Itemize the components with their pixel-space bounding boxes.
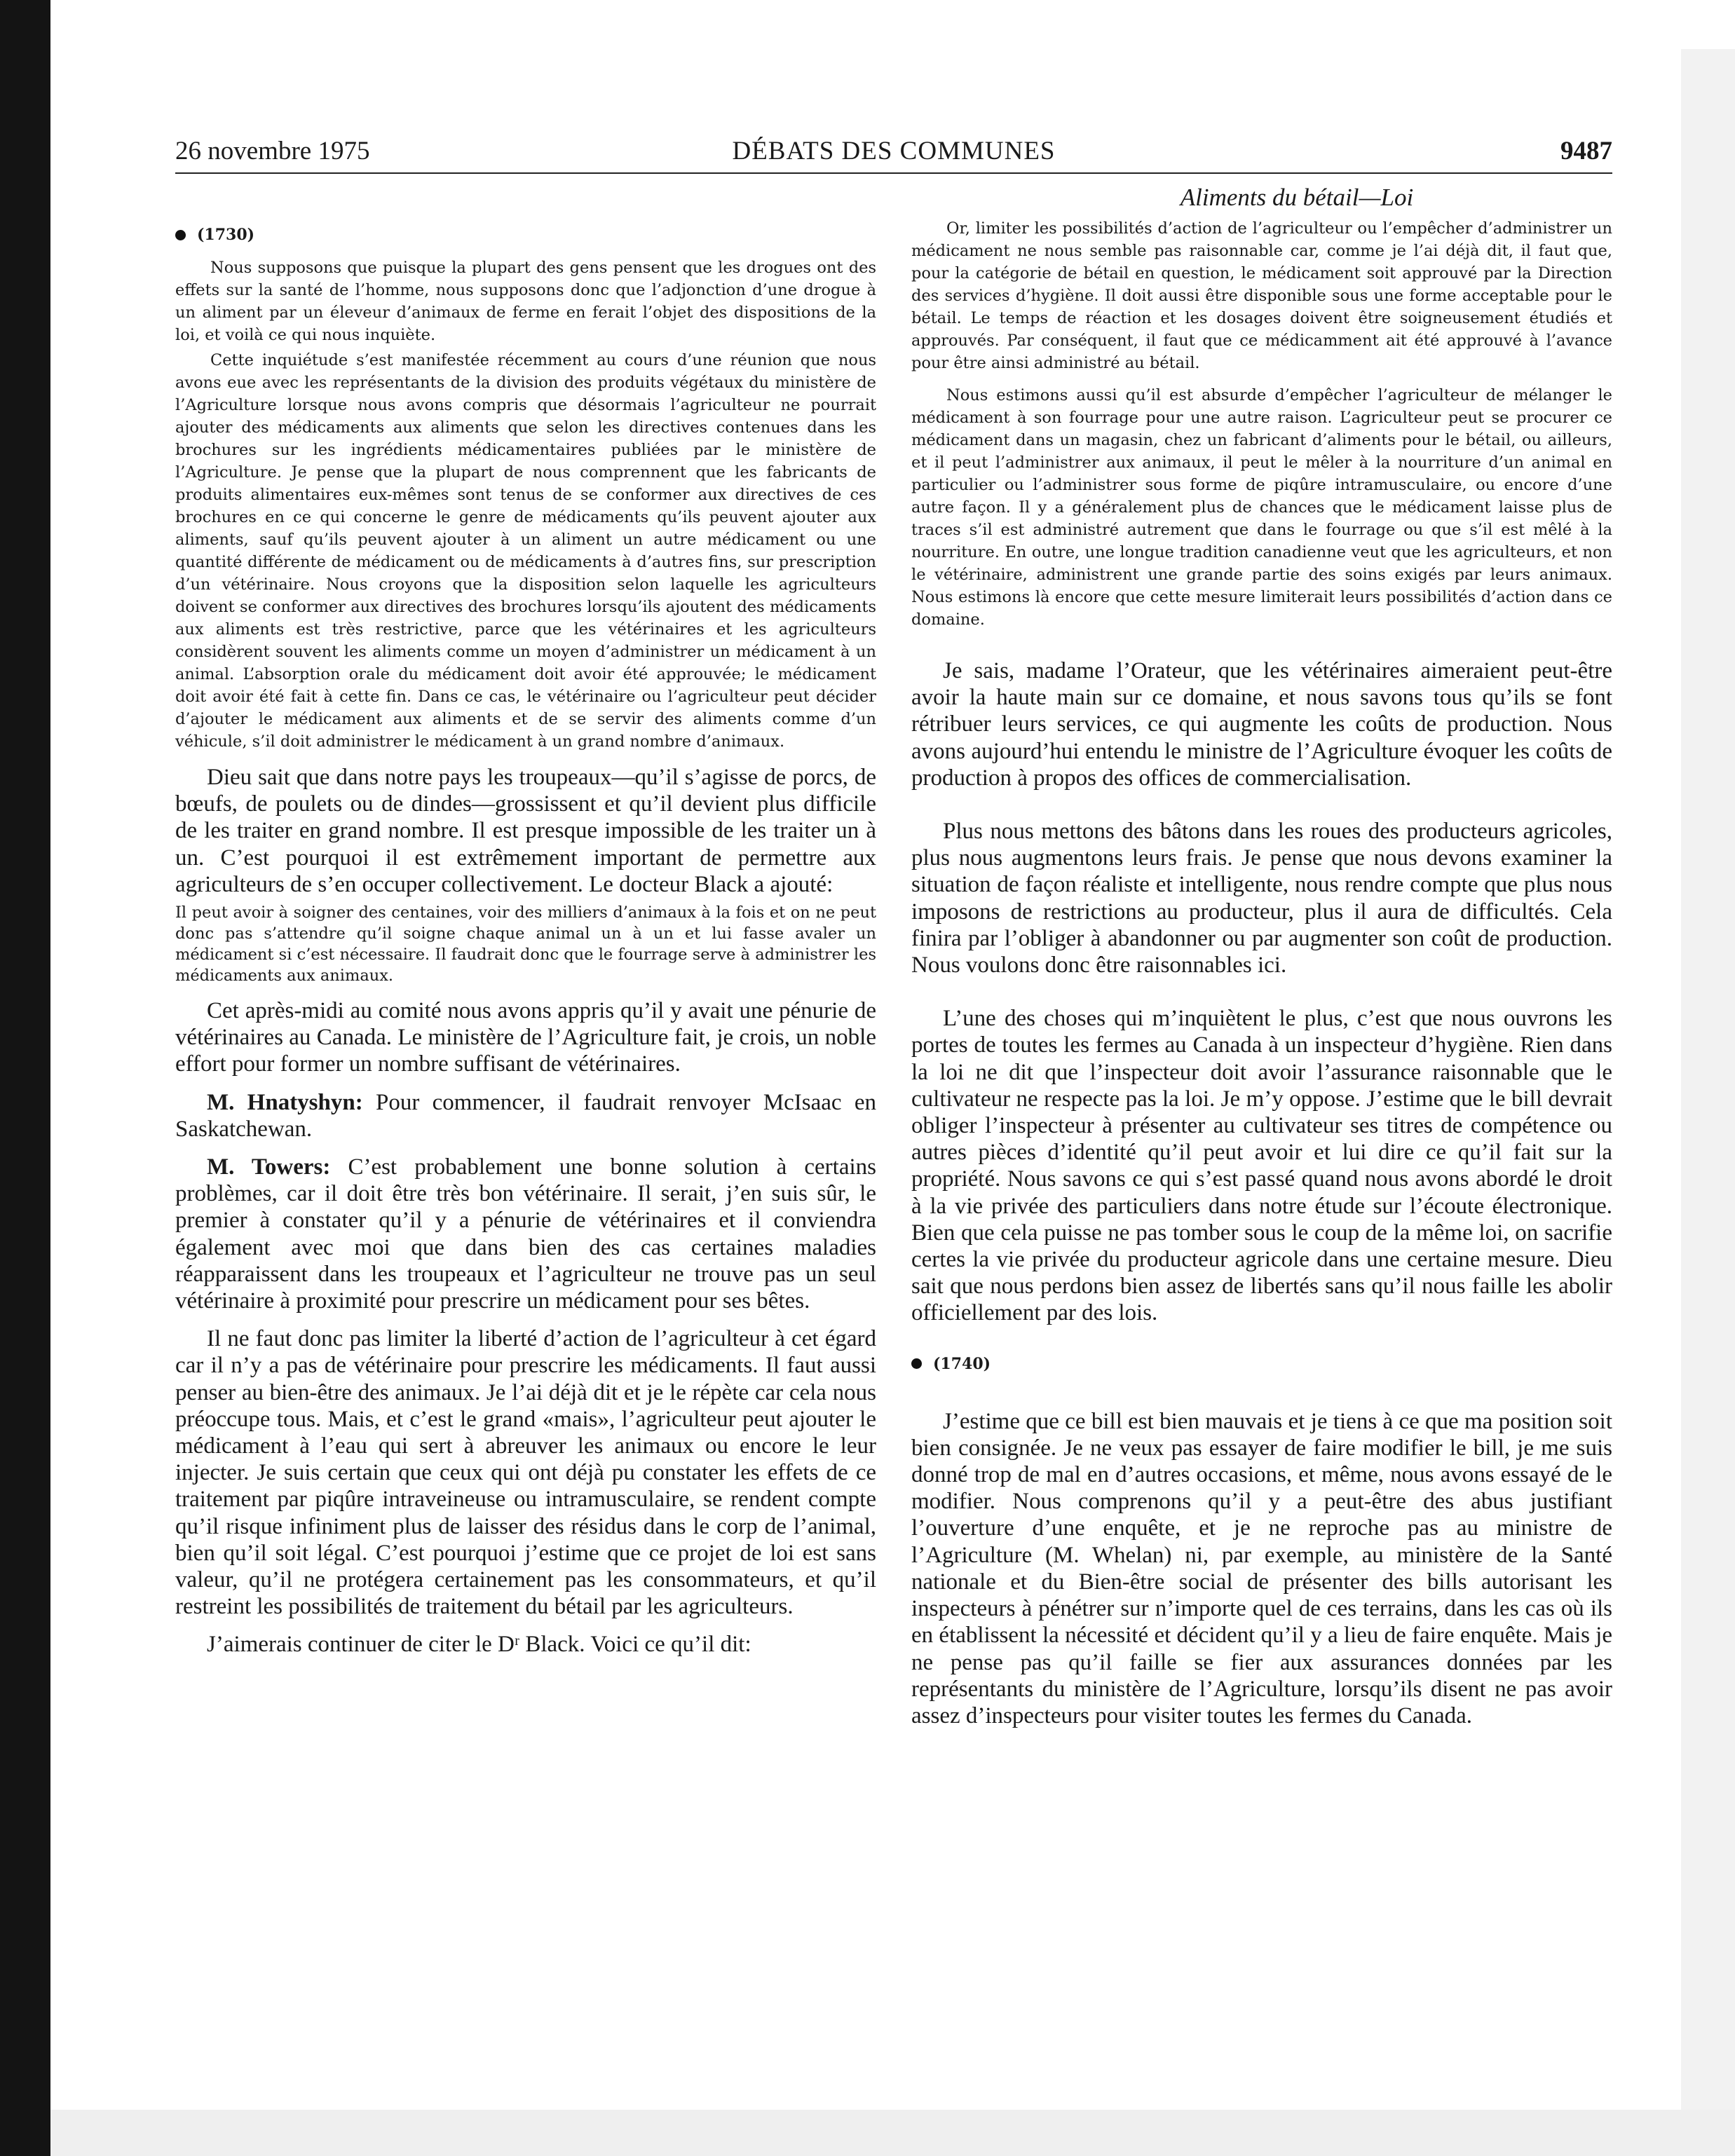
quoted-text: Il peut avoir à soigner des centaines, voir des milliers d’animaux à la fois et on ne peut donc pas s’attendre qu’il soigne chaque animal un à un et lui fasse avaler un médicament si c’est nécessaire. Il faudrait donc que le fourrage serve à administrer les médicaments aux animaux. [175,903,876,985]
header-page-number: 9487 [1560,137,1612,165]
scan-margin-right [1681,49,1735,2110]
small-paragraph: Nous estimons aussi qu’il est absurde d’empêcher l’agriculteur de mélanger le médicament à son fourrage pour une autre raison. L’agriculteur peut se procurer ce médicament dans un magasin, chez un fabricant d’aliments pour le bétail, ou ailleurs, et il peut l’administrer aux animaux, il peut le mêler à la nourriture d’un animal en particulier ou l’administrer sous forme de piqûre intramusculaire, ou encore d’une autre façon. Il y a généralement plus de chances que le médicament laisse plus de traces s’il est administré autrement que dans le fourrage ou que s’il est mêlé à la nourriture. En outre, une longue tradition canadienne veut que les agriculteurs, et non le vétérinaire, administrent une grande partie des soins exigés par leurs animaux. Nous estimons là encore que cette mesure limiterait leurs possibilités d’action dans ce domaine. [911,386,1612,629]
scan-margin-top [0,0,1735,49]
hnatyshyn-intervention [175,1089,876,1142]
hansard-page [175,133,1612,2103]
right-column [911,184,1612,1729]
bullet-dot-icon [175,230,186,240]
left-column [175,184,876,1658]
small-paragraph: Nous supposons que puisque la plupart des gens pensent que les drogues ont des effets sur la santé de l’homme, nous supposons donc que l’adjonction d’une drogue à un aliment par un éleveur d’animaux de ferme en ferait l’objet des dispositions de la loi, et voilà ce qui nous inquiète. [175,259,876,344]
small-paragraph: Or, limiter les possibilités d’action de l’agriculteur ou l’empêcher d’administrer un médicament ne nous semble pas raisonnable car, comme je l’ai déjà dit, il faut que, pour la catégorie de bétail en question, le médicament soit approuvé par la Direction des services d’hygiène. Il doit aussi être disponible sous une forme acceptable pour le bétail. Le temps de réaction et les dosages doivent être soigneusement étudiés et approuvés. Par conséquent, il faut que ce médicamment ait été approuvé à l’avance pour être ainsi administré au bétail. [911,219,1612,372]
timestamp-label: (1730) [197,226,255,244]
paragraph-orateur: Je sais, madame l’Orateur, que les vétérinaires aimeraient peut-être avoir la haute main sur ce domaine, et nous savons tous qu’ils se font rétribuer leurs services, ce qui augmente les coûts de production. Nous avons aujourd’hui entendu le ministre de l’Agriculture évoquer les coûts de production à propos des offices de commercialisation. [911,658,1612,791]
small-paragraph: Cette inquiétude s’est manifestée récemment au cours d’une réunion que nous avons eue avec les représentants de la division des produits végétaux du ministère de l’Agriculture lorsque nous avons compris que désormais l’agriculteur ne pourrait ajouter des médicaments aux aliments que selon les directives contenues dans les brochures sur les ingrédients médicamentaires publiées par le ministère de l’Agriculture. Je pense que la plupart de nous comprennent que les fabricants de produits alimentaires eux-mêmes sont tenus de se conformer aux directives de ces brochures en ce qui concerne le genre de médicaments qu’ils peuvent ajouter aux aliments, sauf qu’ils peuvent ajouter à un aliment un autre médicament ou une quantité différente de médicament ou de médicaments à d’autres fins, sur prescription d’un vétérinaire. Nous croyons que la disposition selon laquelle les agriculteurs doivent se conformer aux directives des brochures lorsqu’ils ajoutent des médicaments aux aliments est très restrictive, parce que les vétérinaires et les agriculteurs considèrent souvent les aliments comme un moyen d’administrer un médicament à un animal. L’absorption orale du médicament doit avoir été approuvée; le médicament doit avoir été fait à cette fin. Dans ce cas, le vétérinaire ou l’agriculteur peut décider d’ajouter le médicament aux aliments et de se servir des aliments comme d’un véhicule, s’il doit administrer le médicament à un grand nombre d’animaux. [175,351,876,751]
paragraph-inspecteur: L’une des choses qui m’inquiètent le plus, c’est que nous ouvrons les portes de toutes les fermes au Canada à un inspecteur d’hygiène. Rien dans la loi ne dit que l’inspecteur doit avoir l’assurance raisonnable que le cultivateur ne respecte pas la loi. Je m’y oppose. J’estime que le bill devrait obliger l’inspecteur à présenter au cultivateur ses titres de compétence ou autres pièces d’identité qu’il peut avoir et lui dire ce qu’il fait sur la propriété. Nous savons ce qui s’est passé quand nous avons abordé le droit à la vie privée des particuliers dans notre étude sur l’écoute électronique. Bien que cela puisse ne pas tomber sous le coup de la même loi, on sacrifie certes la vie privée du producteur agricole dans une certaine mesure. Dieu sait que nous perdons bien assez de libertés sans qu’il nous faille les abolir officiellement par des lois. [911,1006,1612,1326]
paragraph-continuer: J’aimerais continuer de citer le Dʳ Black. Voici ce qu’il dit: [207,1632,751,1658]
bullet-dot-icon [911,1358,922,1369]
speaker-towers: M. Towers: [207,1154,331,1180]
timestamp-1730 [175,226,876,244]
hnatyshyn-text: Pour commencer, il faudrait renvoyer McIsaac en Saskatchewan. [175,1089,877,1142]
speaker-hnatyshyn: M. Hnatyshyn: [207,1089,363,1115]
header-publication: DÉBATS DES COMMUNES [732,137,1056,165]
paragraph-comite: Cet après-midi au comité nous avons appris qu’il y avait une pénurie de vétérinaires au Canada. Le ministère de l’Agriculture fait, je crois, un noble effort pour former un nombre suffisant de vétérinaires. [175,998,876,1077]
paragraph-batons: Plus nous mettons des bâtons dans les roues des producteurs agricoles, plus nous augmentons leurs frais. Je pense que nous devons examiner la situation de façon réaliste et intelligente, nous rendre compte que plus nous imposons de restrictions au producteur, plus il aura de difficultés. Cela finira par l’obliger à abandonner ou par augmenter son coût de production. Nous voulons donc être raisonnables ici. [911,819,1612,978]
paragraph-final: J’estime que ce bill est bien mauvais et je tiens à ce que ma position soit bien consignée. Je ne veux pas essayer de faire modifier le bill, je me suis donné trop de mal en d’autres occasions, et même, nous avons essayé de le modifier. Nous comprenons qu’il y a peut-être des abus justifiant l’ouverture d’une enquête, et je ne reproche pas au ministre de l’Agriculture (M. Whelan) ni, par exemple, au ministère de la Santé nationale et du Bien-être social de présenter des bills autorisant les inspecteurs à pénétrer sur n’importe quel de ces terrains, dans les cas où ils en établissent la nécessité et décident qu’il y a lieu de faire enquête. Mais je ne pense pas qu’il faille se fier aux assurances données par les représentants du ministère de l’Agriculture, lorsqu’ils disent ne pas avoir assez d’inspecteurs pour visiter toutes les fermes du Canada. [911,1408,1612,1728]
towers-text: C’est probablement une bonne solution à certains problèmes, car il doit être très bon vétérinaire. Il serait, j’en suis sûr, le premier à constater qu’il y a pénurie de vétérinaires et il conviendra également avec moi que dans bien des cas certaines maladies réapparaissent dans les troupeaux et l’agriculteur ne trouve pas un seul vétérinaire à proximité pour prescrire un médicament pour ses bêtes. [175,1154,876,1314]
paragraph-troupeaux: Dieu sait que dans notre pays les troupeaux—qu’il s’agisse de porcs, de bœufs, de poulets ou de dindes—grossissent et qu’il devient plus difficile de les traiter en grand nombre. Il est presque impossible de les traiter un à un. C’est pourquoi il est extrêmement important de permettre aux agriculteurs de s’en occuper collectivement. Le docteur Black a ajouté: [175,765,876,897]
scan-border-left [0,0,50,2156]
timestamp-1740 [911,1355,1612,1373]
paragraph-liberte: Il ne faut donc pas limiter la liberté d’action de l’agriculteur à cet égard car il n’y a pas de vétérinaire pour prescrire les médicaments. Il faut aussi penser au bien-être des animaux. Je l’ai déjà dit et je le répète car cela nous préoccupe tous. Mais, et c’est le grand «mais», l’agriculteur peut ajouter le médicament à l’eau qui sert à abreuver les animaux ou encore le leur injecter. Je suis certain que ceux qui ont déjà pu constater les effets de ce traitement par piqûre intraveineuse ou intramusculaire, se rendent compte qu’il risque infiniment plus de laisser des résidus dans le corp de l’animal, bien qu’il soit légal. C’est pourquoi j’estime que ce projet de loi est sans valeur, qu’il ne protégera certainement pas les consommateurs, et qu’il restreint les possibilités de traitement du bétail par les agriculteurs. [175,1326,876,1620]
subject-heading: Aliments du bétail—Loi [1180,184,1414,211]
scan-margin-bottom [50,2110,1735,2156]
timestamp-label: (1740) [933,1354,991,1373]
header-date: 26 novembre 1975 [175,137,370,165]
towers-intervention [175,1154,876,1314]
running-header [175,133,1612,174]
